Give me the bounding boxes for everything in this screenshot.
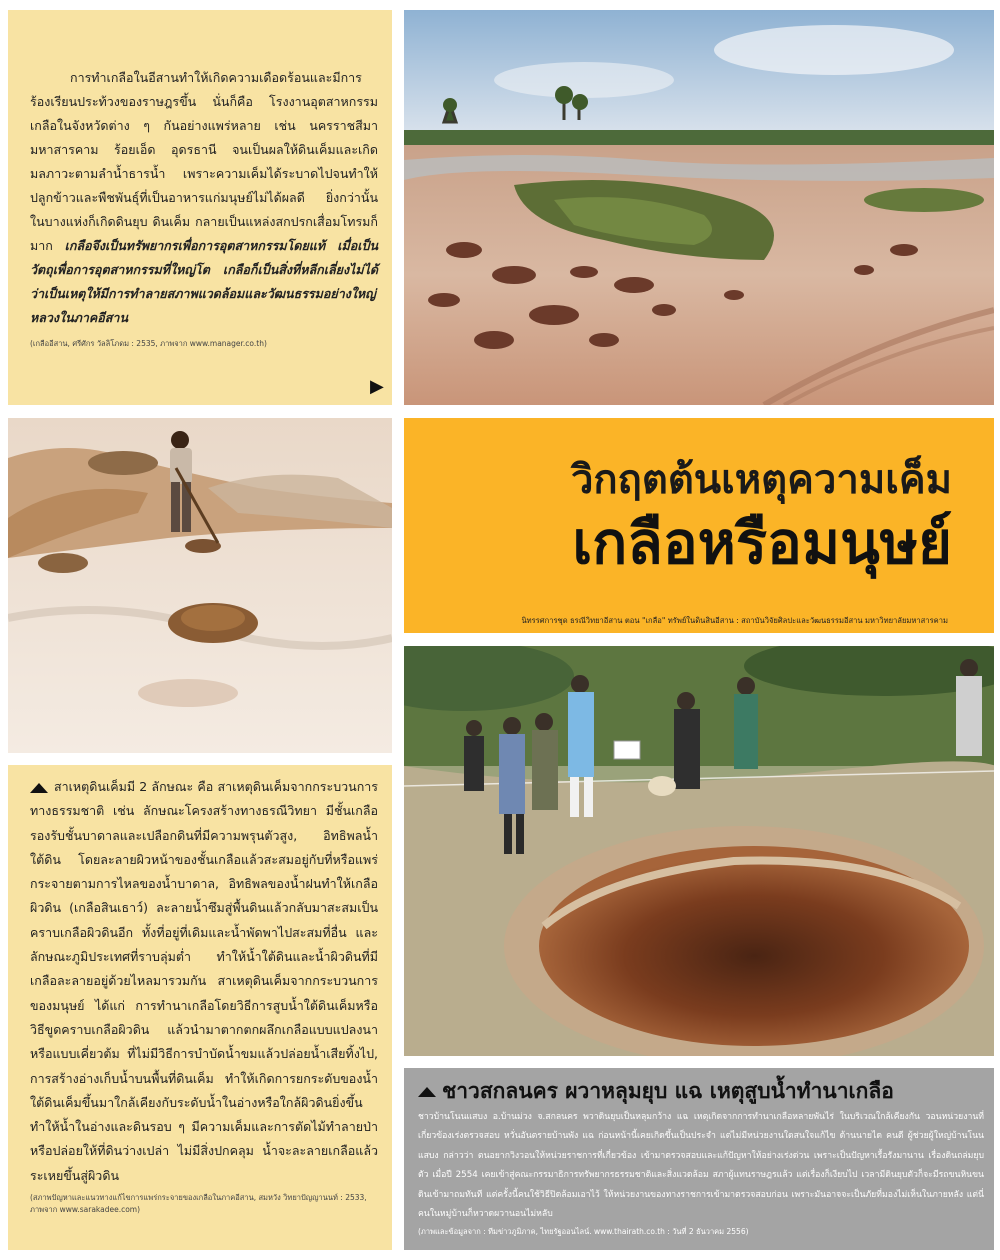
causes-credit: (สภาพปัญหาและแนวทางแก้ไขการแพร่กระจายของเกลือในภาคอีสาน, สมหวัง วิทยาปัญญานนท์ : 2533, ภาพจาก www.sarakadee.com) (30, 1193, 367, 1215)
intro-panel (8, 10, 392, 405)
title-line-2: เกลือหรือมนุษย์ (572, 509, 952, 577)
intro-emphasis: เกลือจึงเป็นทรัพยากรเพื่อการอุตสาหกรรมโดยแท้ เมื่อเป็นวัตถุเพื่อการอุตสาหกรรมที่ใหญ่โต เกลือก็เป็นสิ่งที่หลีกเลี่ยงไม่ได้ว่าเป็นเหตุให้มีการทำลายสภาพแวดล้อมและวัฒนธรรมอย่างใหญ่หลวงในภาคอีสาน (30, 238, 378, 325)
intro-credit: (เกลืออีสาน, ศรีศักร วัลลิโภดม : 2535, ภาพจาก www.manager.co.th) (30, 339, 267, 348)
news-body: ชาวบ้านโนนแสบง อ.บ้านม่วง จ.สกลนคร พวาดินยุบเป็นหลุมกว้าง แฉ เหตุเกิดจากการทำนาเกลือหลายพันไร่ ในบริเวณใกล้เคียงกัน วอนหน่วยงานที่เกี่ยวข้องเร่งตรวจสอบ หวั่นอันตรายบ้านพัง แฉ ก่อนหน้านี้เคยเกิดขึ้นเป็นประจำ แต่ไม่มีหน่วยงานใดสนใจแก้ไข ด้านนายได คนดี ผู้ช่วยผู้ใหญ่บ้านโนนแสบง กล่าวว่า ตนอยากวิงวอนให้หน่วยราชการที่เกี่ยวข้อง เข้ามาตรวจสอบและแก้ปัญหาให้อย่างเร่งด่วน เพราะเป็นปัญหาเรื้อรังมานาน เรื่องดินถล่มยุบตัว เมื่อปี 2554 เคยเข้าสู่คณะกรรมาธิการทรัพยากรธรรมชาติและสิ่งแวดล้อม สภาผู้แทนราษฎรแล้ว แต่เรื่องก็เงียบไป เวลามีดินยุบตัวก็จะมีรถขนหินขนดินเข้ามาถมทันที แต่ครั้งนี้คนใช้วิธีปิดล้อมเอาไว้ ให้หน่วยงานของทางราชการเข้ามาตรวจสอบก่อน เพราะมันอาจจะเป็นภัยที่มองไม่เห็นในภายหลัง แต่นี่คนในหมู่บ้านก็หวาดผวานอนไม่หลับ (418, 1112, 984, 1220)
causes-body-text: สาเหตุดินเค็มมี 2 ลักษณะ คือ สาเหตุดินเค็มจากกระบวนการทางธรรมชาติ เช่น ลักษณะโครงสร้างทางธรณีวิทยา มีชั้นเกลือรองรับชั้นบาดาลและเปลือกดินที่มีความพรุนตัวสูง, อิทธิพลน้ำใต้ดิน โดยละลายผิวหน้าของชั้นเกลือแล้วสะสมอยู่กับที่หรือแพร่กระจายตามการไหลของน้ำบาดาล, อิทธิพลของน้ำฝนทำให้เกลือผิวดิน (เกลือสินเธาว์) ละลายน้ำซึมสู่พื้นดินแล้วกลับมาสะสมเป็นคราบเกลือผิวดินอีก ทั้งที่อยู่ที่เดิมและน้ำพัดพาไปสะสมที่อื่น และลักษณะภูมิประเทศที่ราบลุ่มต่ำ ทำให้น้ำใต้ดินและน้ำผิวดินที่มีเกลือละลายอยู่ด้วยไหลมารวมกัน สาเหตุดินเค็มจากกระบวนการของมนุษย์ ได้แก่ การทำนาเกลือโดยวิธีการสูบน้ำใต้ดินเค็มหรือวิธีขูดคราบเกลือผิวดิน แล้วนำมาตากตกผลึกเกลือแบบแปลงนาหรือแบบเคี่ยวต้ม ที่ไม่มีวิธีการบำบัดน้ำขมแล้วปล่อยน้ำเสียทิ้งไป, การสร้างอ่างเก็บน้ำบนพื้นที่ดินเค็ม ทำให้เกิดการยกระดับของน้ำใต้ดินเค็มขึ้นมาใกล้เคียงกับระดับน้ำในอ่างหรือใกล้ผิวดินยิ่งขึ้น ทำให้น้ำในอ่างและดินรอบ ๆ มีความเค็มและการตัดไม้ทำลายป่าหรือปล่อยให้ที่ดินว่างเปล่า ไม่มีสิ่งปกคลุม น้ำจะละลายเกลือแล้วระเหยขึ้นสู่ผิวดิน (30, 779, 378, 1183)
causes-panel (8, 765, 392, 1250)
title-source: นิทรรศการชุด ธรณีวิทยาอีสาน ตอน "เกลือ" ทรัพย์ในดินสินอีสาน : สถาบันวิจัยศิลปะและวัฒนธรรมอีสาน มหาวิทยาลัยมหาสารคาม (521, 616, 948, 625)
news-headline-row (418, 1078, 984, 1104)
causes-body (30, 775, 378, 1188)
sinkhole-photo (404, 646, 994, 1056)
triangle-up-icon (30, 783, 48, 793)
title-line-1: วิกฤตต้นเหตุความเค็ม (570, 457, 952, 503)
intro-body-text: การทำเกลือในอีสานทำให้เกิดความเดือดร้อนและมีการร้องเรียนประท้วงของราษฎรขึ้น นั่นก็คือ โรงงานอุตสาหกรรมเกลือในจังหวัดต่าง ๆ กันอย่างแพร่หลาย เช่น นครราชสีมา มหาสารคาม ร้อยเอ็ด อุดรธานี จนเป็นผลให้ดินเค็มและเกิดมลภาวะตามลำน้ำธารน้ำ เพราะความเค็มได้ระบาดไปจนทำให้ปลูกข้าวและพืชพันธุ์ที่เป็นอาหารแก่มนุษย์ไม่ได้ผลดี ยิ่งกว่านั้น ในบางแห่งก็เกิดดินยุบ ดินเค็ม กลายเป็นแหล่งสกปรกเสื่อมโทรมก็มาก (30, 70, 378, 253)
arrow-right-icon: ▶ (370, 376, 384, 397)
news-panel (404, 1068, 994, 1250)
triangle-up-icon (418, 1087, 436, 1097)
title-panel (404, 418, 994, 633)
news-headline: ชาวสกลนคร ผวาหลุมยุบ แฉ เหตุสูบน้ำทำนาเกลือ (442, 1079, 894, 1103)
intro-body (30, 66, 378, 330)
salt-flat-photo (404, 10, 994, 405)
news-credit: (ภาพและข้อมูลจาก : ทีมข่าวภูมิภาค, ไทยรัฐออนไลน์. www.thairath.co.th : วันที่ 2 ธันวาคม 2556) (418, 1227, 749, 1237)
salt-scraping-photo (8, 418, 392, 753)
